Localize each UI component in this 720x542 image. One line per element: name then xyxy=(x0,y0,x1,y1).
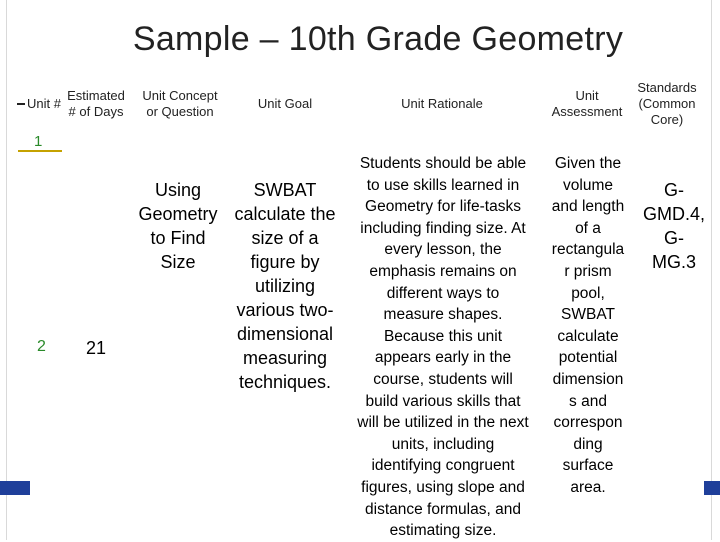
header-unit-goal: Unit Goal xyxy=(257,96,313,111)
footer-band-left xyxy=(0,481,30,495)
header-unit-rationale: Unit Rationale xyxy=(401,96,483,111)
header-unit-assessment: Unit Assessment xyxy=(551,88,623,119)
row-2-unit-assessment: Given the volume and length of a rectangula r prism pool, SWBAT calculate potential dimension s and correspon ding surface area. xyxy=(551,155,625,496)
footer-band-right xyxy=(704,481,720,495)
row-2-unit-number: 2 xyxy=(37,338,46,355)
row-2-unit-rationale: Students should be able to use skills learned in Geometry for life-tasks including finding size. At every lesson, the emphasis remains on different ways to measure shapes. Because this unit appears early in the course, students will build various skills that will be utilized in the next units, including identifying congruent figures, using slope and distance formulas, and estimating size. xyxy=(357,155,529,540)
header-dash xyxy=(17,103,25,105)
row-1-unit-number: 1 xyxy=(34,133,43,150)
row-2-estimated-days: 21 xyxy=(86,338,107,358)
header-estimated-days: Estimated # of Days xyxy=(67,88,125,119)
header-unit-concept: Unit Concept or Question xyxy=(142,88,218,119)
row-2-standards: G- GMD.4, G- MG.3 xyxy=(642,180,705,272)
row-2-unit-concept: Using Geometry to Find Size xyxy=(138,180,218,272)
frame-border-left xyxy=(6,0,7,540)
header-standards: Standards (Common Core) xyxy=(637,80,697,127)
row-2-unit-goal: SWBAT calculate the size of a figure by utilizing various two- dimensional measuring techniques. xyxy=(234,180,336,392)
row-1-underline xyxy=(18,150,62,152)
slide-title: Sample – 10th Grade Geometry xyxy=(132,20,624,58)
header-unit-number: Unit # xyxy=(27,96,61,111)
